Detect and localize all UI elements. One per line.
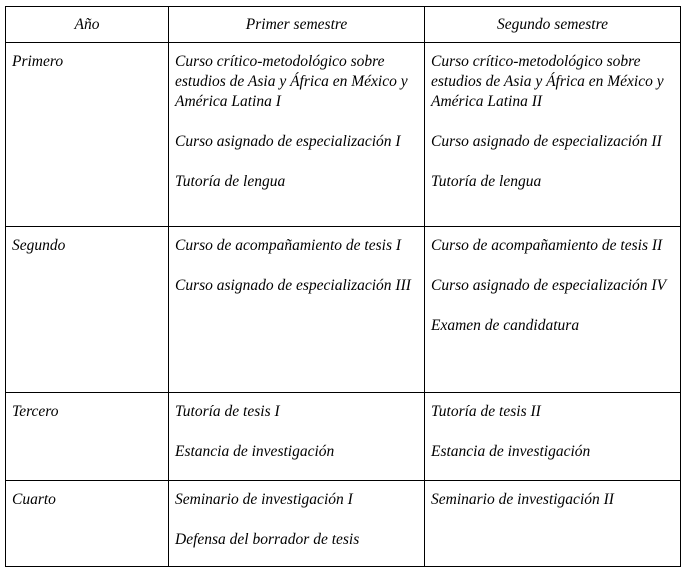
course-item: Seminario de investigación II	[431, 491, 614, 508]
course-item: Curso asignado de especialización III	[175, 277, 411, 294]
course-item: Tutoría de lengua	[175, 173, 286, 190]
first-semester-cell	[169, 227, 425, 393]
course-item: Curso crítico-metodológico sobre estudios de Asia y África en México y América Latina I	[175, 53, 408, 110]
course-item: Tutoría de tesis II	[431, 403, 541, 420]
course-item: Curso de acompañamiento de tesis II	[431, 237, 663, 254]
second-semester-cell	[425, 481, 681, 567]
course-item: Curso asignado de especialización I	[175, 133, 401, 150]
course-item: Estancia de investigación	[175, 443, 335, 460]
year-cell: Primero	[6, 43, 169, 227]
course-item: Seminario de investigación I	[175, 491, 353, 508]
header-year: Año	[6, 7, 169, 43]
table-header-row	[6, 7, 681, 43]
year-cell: Cuarto	[6, 481, 169, 567]
course-item: Curso de acompañamiento de tesis I	[175, 237, 402, 254]
study-plan-table	[5, 6, 681, 567]
course-item: Curso crítico-metodológico sobre estudios de Asia y África en México y América Latina II	[431, 53, 664, 110]
header-first-semester: Primer semestre	[169, 7, 425, 43]
year-cell: Tercero	[6, 393, 169, 481]
course-item: Estancia de investigación	[431, 443, 591, 460]
first-semester-cell	[169, 481, 425, 567]
table-row	[6, 43, 681, 227]
course-item: Curso asignado de especialización II	[431, 133, 662, 150]
table-row	[6, 227, 681, 393]
second-semester-cell	[425, 227, 681, 393]
year-cell: Segundo	[6, 227, 169, 393]
first-semester-cell	[169, 393, 425, 481]
course-item: Curso asignado de especialización IV	[431, 277, 667, 294]
second-semester-cell	[425, 43, 681, 227]
course-item: Defensa del borrador de tesis	[175, 531, 360, 548]
table-row	[6, 481, 681, 567]
second-semester-cell	[425, 393, 681, 481]
table-row	[6, 393, 681, 481]
course-item: Tutoría de tesis I	[175, 403, 280, 420]
first-semester-cell	[169, 43, 425, 227]
course-item: Tutoría de lengua	[431, 173, 542, 190]
header-second-semester: Segundo semestre	[425, 7, 681, 43]
course-item: Examen de candidatura	[431, 317, 580, 334]
